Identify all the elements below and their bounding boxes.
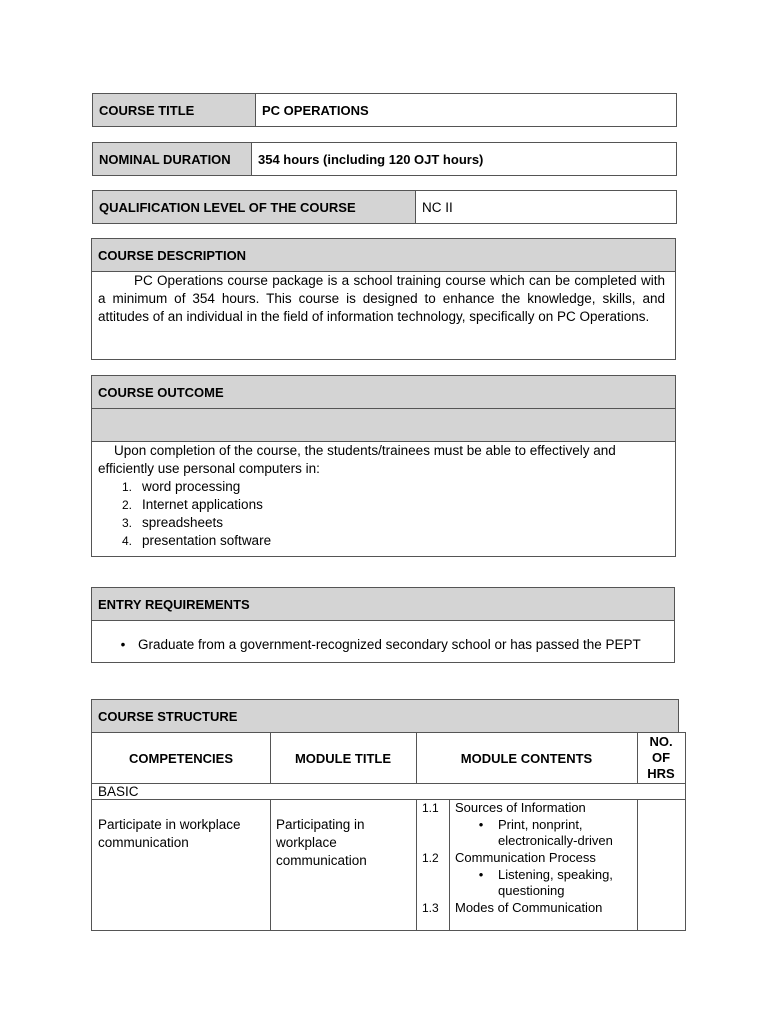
header-competencies: COMPETENCIES <box>128 750 233 766</box>
course-outcome-list <box>98 478 665 550</box>
course-description-label: COURSE DESCRIPTION <box>92 239 675 271</box>
header-module-title: MODULE TITLE <box>294 750 392 766</box>
nominal-duration-row <box>92 142 677 176</box>
module-title-cell: Participating in workplace communication <box>276 817 367 868</box>
course-outcome-blank-row <box>92 409 675 441</box>
list-item: 1. word processing <box>121 479 241 494</box>
header-no-of-hrs: NO. OF HRS <box>647 734 675 781</box>
course-outcome-section <box>91 375 676 557</box>
course-description-text: PC Operations course package is a school training course which can be completed with a minimum of 354 hours. This course is designed to enhance the knowledge, skills, and attitudes of an individual in the field of information technology, specifically on PC Operations. <box>98 273 665 324</box>
nominal-duration-value: 354 hours (including 120 OJT hours) <box>258 151 484 167</box>
nominal-duration-label: NOMINAL DURATION <box>93 143 251 175</box>
course-outcome-label: COURSE OUTCOME <box>92 376 675 408</box>
course-title-label: COURSE TITLE <box>93 94 255 126</box>
qualification-level-label: QUALIFICATION LEVEL OF THE COURSE <box>93 191 415 223</box>
course-description-section <box>91 238 676 360</box>
list-item: 2. Internet applications <box>121 497 263 512</box>
content-title: Modes of Communication <box>455 900 603 915</box>
qualification-level-row <box>92 190 677 224</box>
bullet-icon: • <box>478 817 484 832</box>
course-structure-label: COURSE STRUCTURE <box>91 699 679 733</box>
qualification-level-value: NC II <box>422 199 453 215</box>
content-title: Sources of Information <box>455 800 586 815</box>
course-outcome-body <box>98 442 665 550</box>
bullet-icon: • <box>120 637 126 652</box>
entry-requirement-item: • Graduate from a government-recognized secondary school or has passed the PEPT <box>114 636 668 654</box>
bullet-icon: • <box>478 867 484 882</box>
competency-cell: Participate in workplace communication <box>98 817 241 850</box>
header-module-contents: MODULE CONTENTS <box>460 750 593 766</box>
content-num: 1.2 <box>422 851 439 865</box>
course-title-row <box>92 93 677 127</box>
course-title-value: PC OPERATIONS <box>262 102 369 118</box>
course-outcome-intro: Upon completion of the course, the students/trainees must be able to effectively and efficiently use personal computers in: <box>98 443 616 476</box>
content-num: 1.1 <box>422 801 439 815</box>
content-title: Communication Process <box>455 850 596 865</box>
content-bullet: • Listening, speaking, questioning <box>472 867 632 899</box>
content-bullet: • Print, nonprint, electronically-driven <box>472 817 632 849</box>
content-num: 1.3 <box>422 901 439 915</box>
section-basic: BASIC <box>98 784 139 799</box>
entry-requirements-section <box>91 587 675 663</box>
list-item: 4. presentation software <box>121 533 272 548</box>
list-item: 3. spreadsheets <box>121 515 224 530</box>
course-structure-table <box>91 732 686 931</box>
course-structure-section <box>91 699 686 931</box>
entry-requirements-label: ENTRY REQUIREMENTS <box>92 588 674 620</box>
